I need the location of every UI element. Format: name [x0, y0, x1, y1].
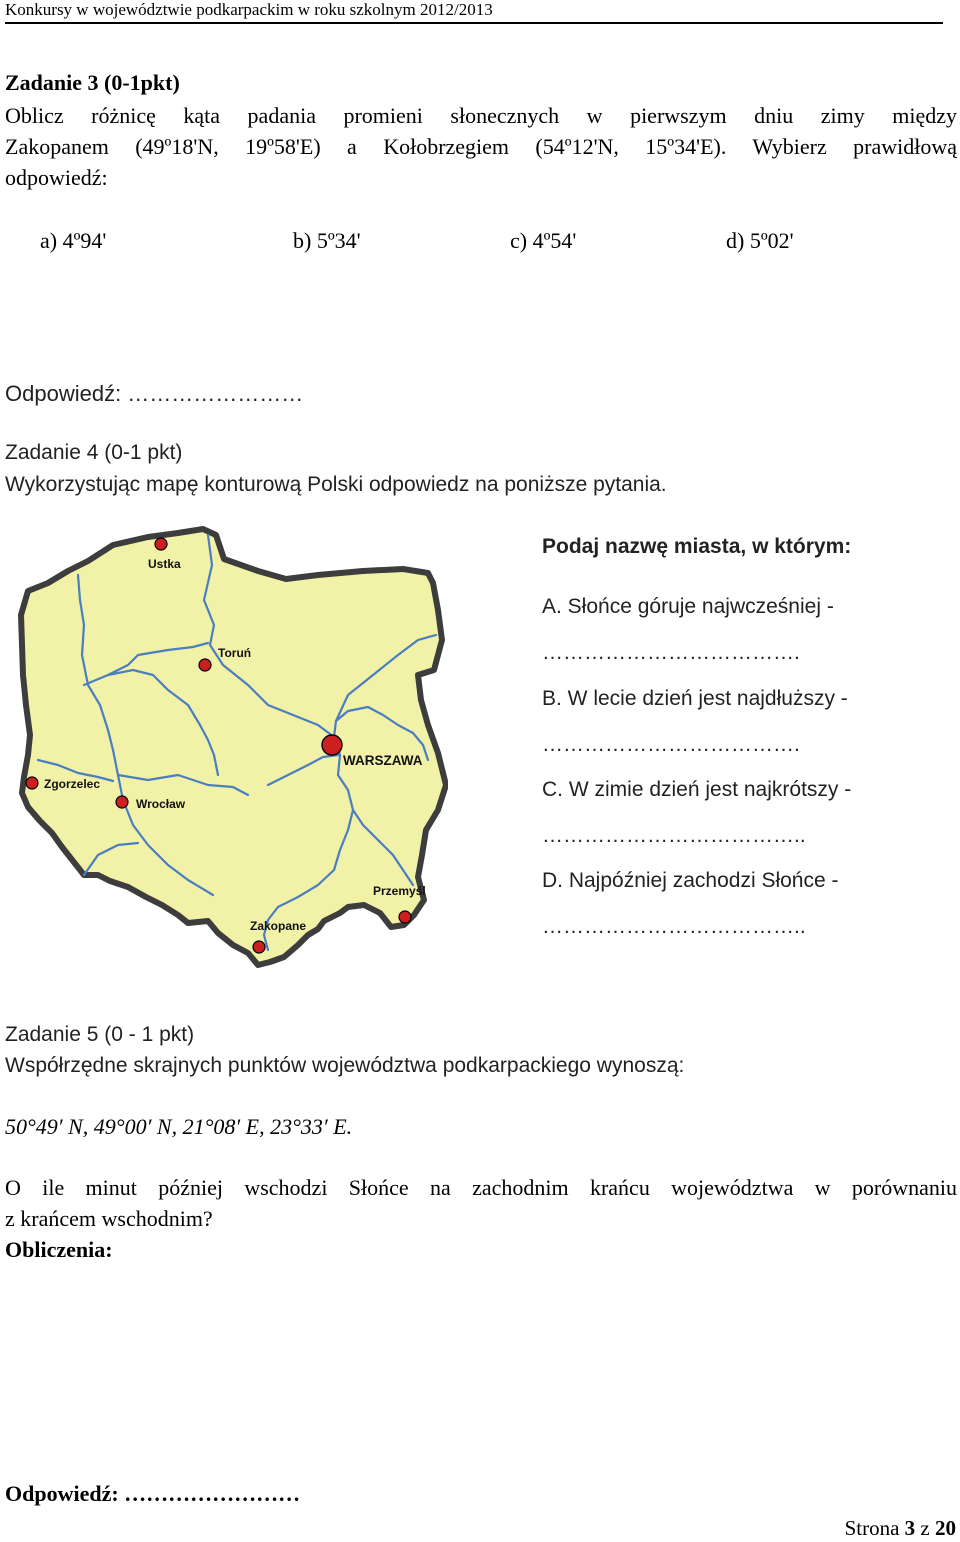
task4-answer-d[interactable]: ………………………………..	[542, 915, 806, 938]
city-label-ustka: Ustka	[148, 557, 181, 571]
task4-question-a: A. Słońce góruje najwcześniej -	[542, 595, 834, 618]
map-svg	[18, 525, 448, 993]
task3-line2: Zakopanem (49º18'N, 19º58'E) a Kołobrzegiem (54º12'N, 15º34'E). Wybierz prawidłową	[5, 134, 957, 159]
task4-question-b: B. W lecie dzień jest najdłuższy -	[542, 687, 848, 710]
city-marker-wroclaw[interactable]	[116, 796, 128, 808]
task5-line1: Współrzędne skrajnych punktów województwa podkarpackiego wynoszą:	[5, 1054, 685, 1077]
page-number-middle: z	[915, 1516, 935, 1540]
city-label-zgorzelec: Zgorzelec	[44, 777, 101, 791]
task4-answer-c[interactable]: ………………………………..	[542, 824, 806, 847]
task3-option-a[interactable]: a) 4º94'	[40, 228, 107, 253]
city-label-torun: Toruń	[218, 646, 252, 660]
task4-answer-b[interactable]: ……………………………….	[542, 733, 800, 756]
city-label-zakopane: Zakopane	[250, 919, 307, 933]
task4-title: Zadanie 4 (0-1 pkt)	[5, 441, 183, 464]
task4-question-header: Podaj nazwę miasta, w którym:	[542, 535, 852, 558]
page-total: 20	[935, 1516, 956, 1540]
task3-option-d[interactable]: d) 5º02'	[726, 228, 794, 253]
poland-contour-map	[18, 525, 448, 993]
city-marker-ustka[interactable]	[155, 538, 167, 550]
task3-option-b[interactable]: b) 5º34'	[293, 228, 361, 253]
city-marker-zakopane[interactable]	[253, 941, 265, 953]
city-marker-zgorzelec[interactable]	[26, 777, 38, 789]
task5-question-line1: O ile minut później wschodzi Słońce na zachodnim krańcu województwa w porównaniu	[5, 1175, 957, 1200]
city-label-warszawa: WARSZAWA	[343, 753, 423, 768]
task4-question-c: C. W zimie dzień jest najkrótszy -	[542, 778, 852, 801]
page-number	[845, 1514, 956, 1542]
task3-line1: Oblicz różnicę kąta padania promieni słonecznych w pierwszym dniu zimy między	[5, 103, 957, 128]
task5-answer-field[interactable]: Odpowiedź: ……………………	[5, 1481, 301, 1506]
page-current: 3	[904, 1516, 916, 1540]
city-marker-przemysl[interactable]	[399, 911, 411, 923]
page-header	[5, 0, 943, 24]
city-label-przemysl: Przemyśl	[373, 884, 426, 898]
poland-outline	[21, 529, 446, 965]
task3-option-c[interactable]: c) 4º54'	[510, 228, 577, 253]
task3-line3: odpowiedź:	[5, 165, 108, 190]
page-number-prefix: Strona	[844, 1516, 905, 1540]
task3-answer-field[interactable]: Odpowiedź: ……………………	[5, 381, 304, 406]
task5-question-line2: z krańcem wschodnim?	[5, 1206, 213, 1231]
task4-answer-a[interactable]: ……………………………….	[542, 641, 800, 664]
task5-coords: 50°49′ N, 49°00′ N, 21°08′ E, 23°33′ E.	[5, 1114, 353, 1139]
city-marker-torun[interactable]	[199, 659, 211, 671]
task5-calc-label: Obliczenia:	[5, 1237, 113, 1262]
city-label-wroclaw: Wrocław	[136, 797, 186, 811]
city-marker-warszawa[interactable]	[322, 735, 342, 755]
task3-title: Zadanie 3 (0-1pkt)	[5, 70, 180, 95]
task5-title: Zadanie 5 (0 - 1 pkt)	[5, 1023, 195, 1046]
task4-instruction: Wykorzystując mapę konturową Polski odpowiedz na poniższe pytania.	[5, 473, 667, 496]
task4-question-d: D. Najpóźniej zachodzi Słońce -	[542, 869, 839, 892]
header-text: Konkursy w województwie podkarpackim w roku szkolnym 2012/2013	[5, 0, 493, 19]
